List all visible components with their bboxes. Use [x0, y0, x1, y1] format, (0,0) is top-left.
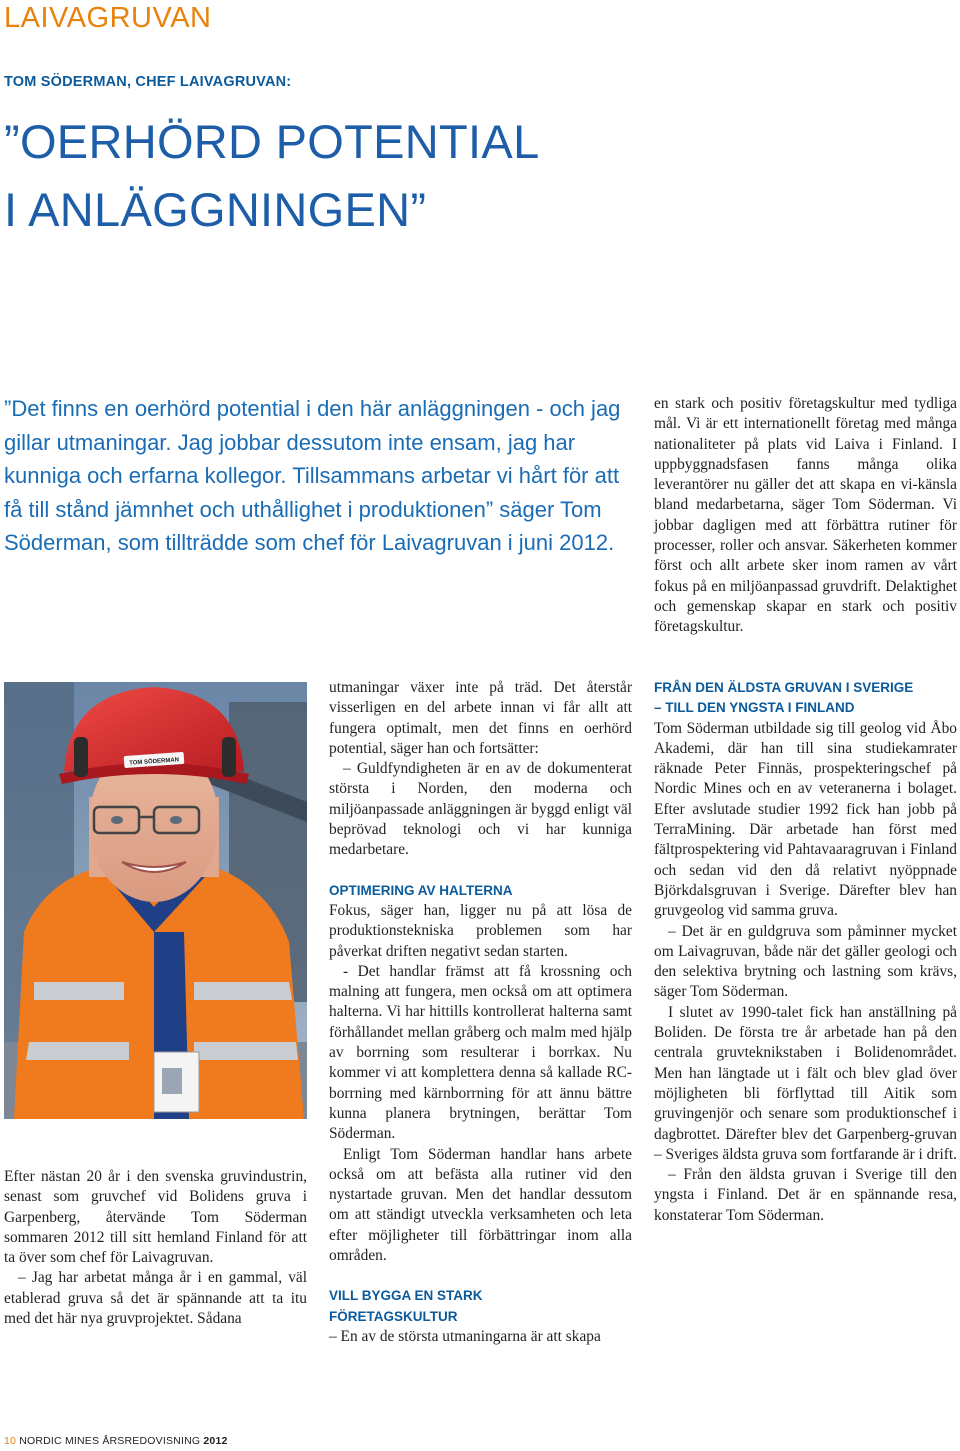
paragraph: Tom Söderman utbildade sig till geolog vid Åbo Akademi, där han till sina studiekamrater räknade Peter Finnäs, prospekteringschef på Nordic Mines och en av veteranerna i bolaget. Efter avslutade studier 1992 fick han jobb på TerraMining. Där arbetade han först med fältprospektering vid Pahtavaaragruvan i Finland och sedan vid den då relativt nyöppnade Björkdalsgruvan i Sverige. Därefter blev han gruvgeolog vid samma gruva.	[654, 719, 957, 920]
lead-quote: ”Det finns en oerhörd potential i den här anläggningen - och jag gillar utmaningar. Jag jobbar dessutom inte ensam, jag har kunniga och erfarna kollegor. Tillsammans arbetar vi hårt för att få till stånd jämnhet och uthållighet i produktionen” säger Tom Söderman, som tillträdde som chef för Laivagruvan i juni 2012.	[4, 396, 621, 556]
spacer	[329, 861, 632, 881]
paragraph: en stark och positiv företagskultur med tydliga mål. Vi är ett internationellt företag med många nationaliteter på plats vid Laiva i Finland. I uppbyggnadsfasen fanns många olika leverantörer nu gäller det att skapa en vi-känsla bland medarbetarna, säger Tom Söderman. Vi jobbar dagligen med att förbättra rutiner för processer, roller och ansvar. Säkerheten kommer först och allt arbete sker inom ramen av vårt fokus på en miljöanpassad gruvdrift. Delaktighet och gemenskap skapar en stark och positiv företagskultur.	[654, 395, 957, 636]
column-right	[654, 678, 957, 1226]
article-headline	[4, 108, 540, 244]
subheading-line-2: FÖRETAGSKULTUR	[329, 1308, 458, 1324]
subheading-aldsta-gruvan	[654, 678, 957, 719]
publication-year: 2012	[203, 1435, 228, 1447]
helmet-label: TOM SÖDERMAN	[129, 757, 180, 767]
section-title: LAIVAGRUVAN	[4, 2, 212, 34]
subheading-line-1: FRÅN DEN ÄLDSTA GRUVAN I SVERIGE	[654, 680, 914, 695]
paragraph: – Det är en guldgruva som påminner mycket om Laivagruvan, både när det gäller geologi och den selektiva brytning och lastning som krävs, säger Tom Söderman.	[654, 922, 957, 1001]
paragraph: – Guldfyndigheten är en av de dokumenterat största i Norden, den moderna och miljöanpassade anläggningen är byggd enligt väl beprövad teknologi och vi har kunniga medarbetare.	[329, 760, 632, 859]
paragraph: I slutet av 1990-talet fick han anställning på Boliden. De första tre år arbetade han på den centrala gruvteknikstaben i Bolidenområdet. Men han längtade ut i fält och blev glad över möjligheten bli förflyttad till Aitik som gruvingenjör och senare som produktionschef i dagbrottet. Därefter blev det Garpenberg-gruvan – Sveriges äldsta gruva som fortfarande är i drift.	[654, 1003, 958, 1163]
portrait-photo	[4, 682, 307, 1119]
headline-line-1: ”OERHÖRD POTENTIAL	[4, 115, 540, 168]
page-footer	[4, 1435, 228, 1447]
paragraph: utmaningar växer inte på träd. Det återstår visserligen en del arbete innan vi får allt att fungera optimalt, men det finns en oerhörd potential, säger han och fortsätter:	[329, 679, 632, 757]
portrait-illustration	[4, 682, 307, 1119]
column-left	[4, 1167, 307, 1329]
publication-name: NORDIC MINES ÅRSREDOVISNING	[19, 1435, 201, 1447]
subheading-line-2: – TILL DEN YNGSTA I FINLAND	[654, 700, 855, 716]
column-right-top	[654, 394, 957, 638]
paragraph: Efter nästan 20 år i den svenska gruvindustrin, senast som gruvchef vid Bolidens gruva i Garpenberg, återvände Tom Söderman sommaren 2012 till sitt hemland Finland för att ta över som chef för Laivagruvan.	[4, 1168, 307, 1267]
paragraph: – Från den äldsta gruvan i Sverige till den yngsta i Finland. Det är en spännande resa, konstaterar Tom Söderman.	[654, 1166, 957, 1224]
paragraph: – Jag har arbetat många år i en gammal, väl etablerad gruva så det är spännande att ta itu med det här nya gruvprojektet. Sådana	[4, 1269, 307, 1328]
headline-line-2: I ANLÄGGNINGEN”	[4, 183, 427, 236]
article-kicker: TOM SÖDERMAN, CHEF LAIVAGRUVAN:	[4, 74, 292, 90]
paragraph: – En av de största utmaningarna är att skapa	[329, 1327, 601, 1345]
paragraph: Fokus, säger han, ligger nu på att lösa de produktionstekniska problemen som har påverkat driften negativt sedan starten.	[329, 901, 632, 960]
spacer	[329, 1266, 632, 1286]
page-number: 10	[4, 1435, 17, 1447]
column-middle	[329, 678, 632, 1347]
subheading-optimering: OPTIMERING AV HALTERNA	[329, 882, 513, 898]
subheading-line-1: VILL BYGGA EN STARK	[329, 1288, 483, 1304]
subheading-foretagskultur	[329, 1286, 632, 1327]
paragraph: - Det handlar främst att få krossning och malning att fungera, men också om att optimera halterna. Vi har hittills kontrollerat halterna samt förhållandet mellan gråberg och malm med hjälp av borrning som resulterar i borrkax. Nu kommer vi att komplettera denna så kallade RC-borrning med kärnborrning för att ännu bättre kunna planera brytningen, berättar Tom Söderman.	[329, 962, 632, 1143]
paragraph: Enligt Tom Söderman handlar hans arbete också om att befästa alla rutiner vid den nystartade gruvan. Men det handlar dessutom om att ständigt utveckla verksamheten och leta efter möjligheter till förbättringar inom alla områden.	[329, 1145, 632, 1265]
